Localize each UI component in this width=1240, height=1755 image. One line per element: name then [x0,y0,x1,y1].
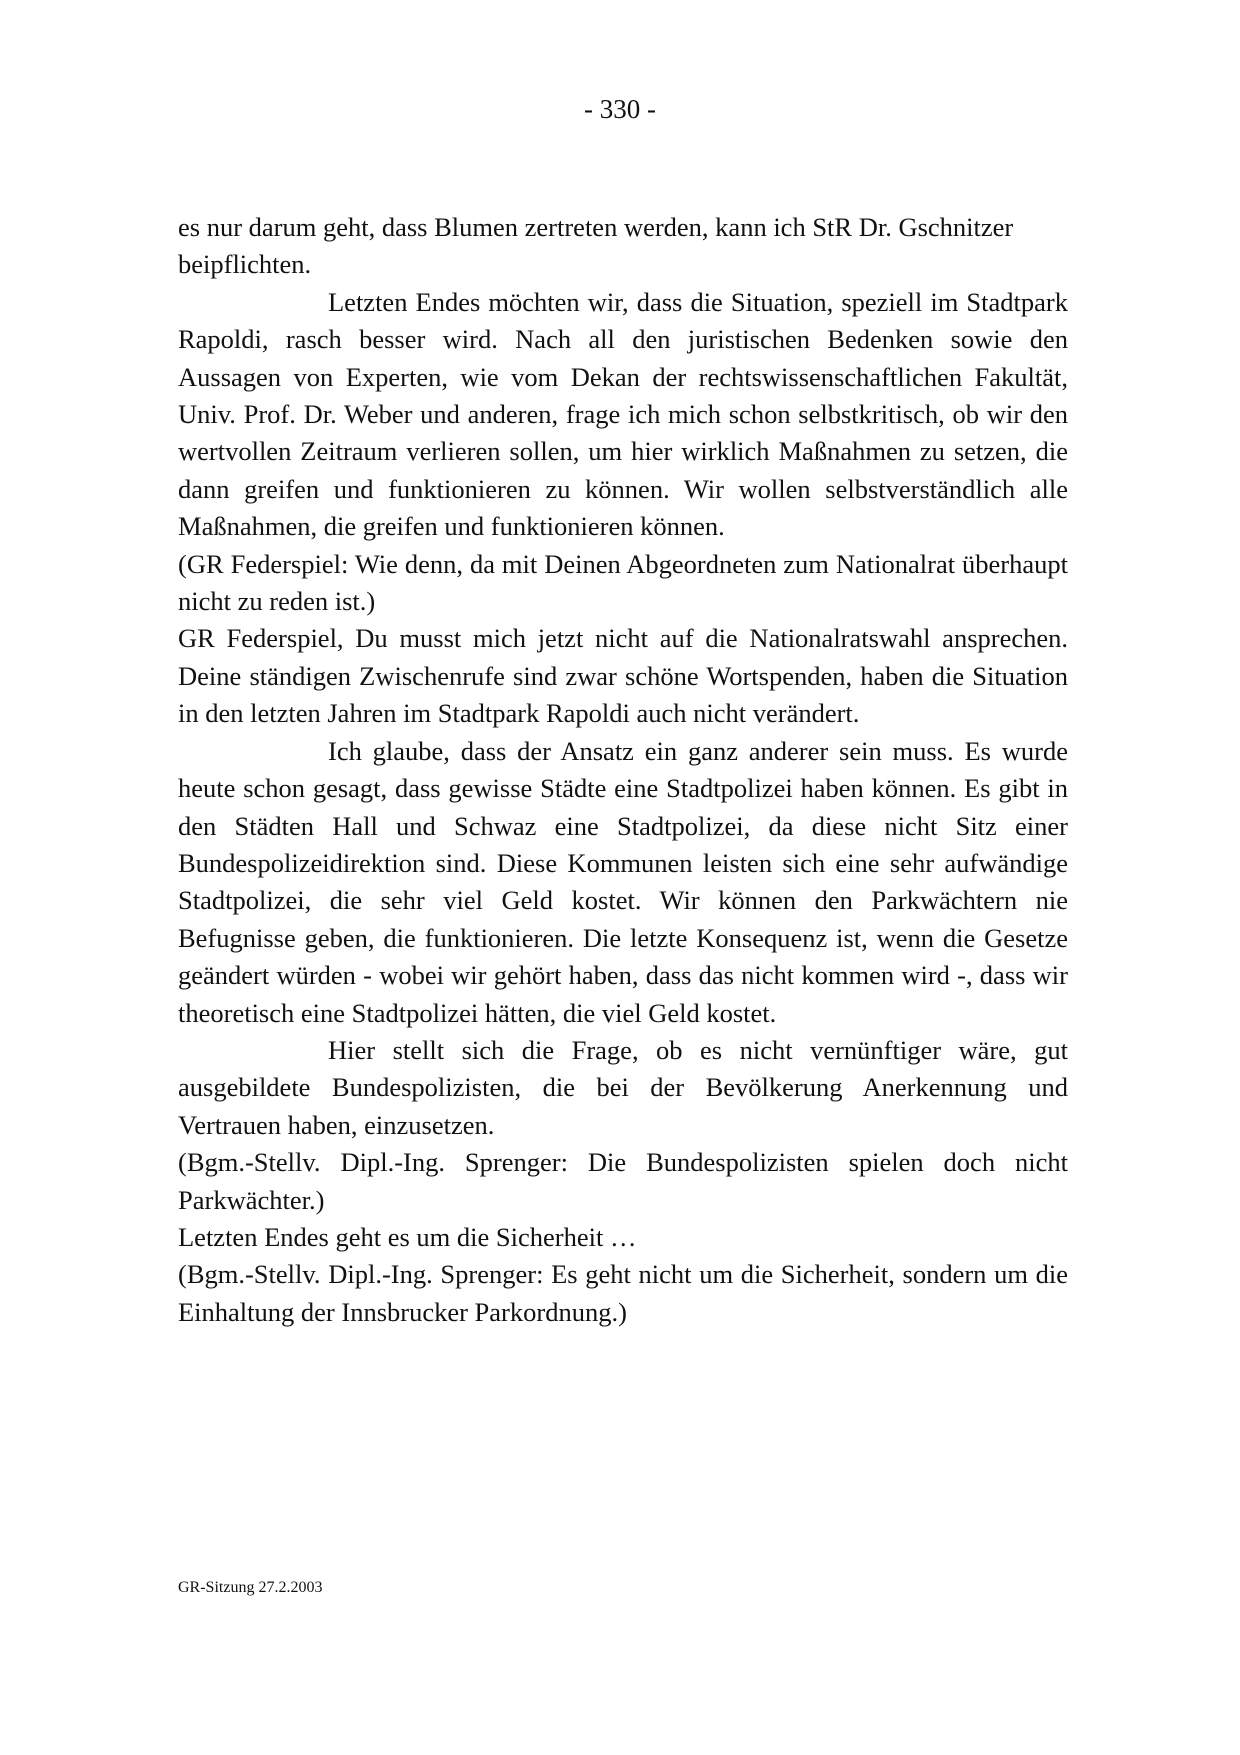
document-body [178,209,1068,1331]
paragraph-reply: GR Federspiel, Du musst mich jetzt nicht auf die Nationalratswahl ansprechen. Deine ständigen Zwischenrufe sind zwar schöne Wortspenden, haben die Situation in den letzten Jahren im Stadtpark Rapoldi auch nicht verändert. [178,623,1068,729]
page-footer: GR-Sitzung 27.2.2003 [178,1579,323,1596]
paragraph-interjection: (Bgm.-Stellv. Dipl.-Ing. Sprenger: Es geht nicht um die Sicherheit, sondern um die Einhaltung der Innsbrucker Parkordnung.) [178,1259,1068,1327]
paragraph-interjection: (Bgm.-Stellv. Dipl.-Ing. Sprenger: Die Bundespolizisten spielen doch nicht Parkwächter.) [178,1147,1068,1215]
paragraph-speech: Hier stellt sich die Frage, ob es nicht vernünftiger wäre, gut ausgebildete Bundespolizisten, die bei der Bevölkerung Anerkennung und Vertrauen haben, einzusetzen. [178,1034,1068,1140]
paragraph-interjection: (GR Federspiel: Wie denn, da mit Deinen Abgeordneten zum Nationalrat überhaupt nicht zu reden ist.) [178,548,1068,617]
paragraph-speech: Ich glaube, dass der Ansatz ein ganz anderer sein muss. Es wurde heute schon gesagt, dass gewisse Städte eine Stadtpolizei haben können. Es gibt in den Städten Hall und Schwaz eine Stadtpolizei, da diese nicht Sitz einer Bundespolizeidirektion sind. Diese Kommunen leisten sich eine sehr aufwändige Stadtpolizei, die sehr viel Geld kostet. Wir können den Parkwächtern nie Befugnisse geben, die funktionieren. Die letzte Konsequenz ist, wenn die Gesetze geändert würden - wobei wir gehört haben, dass das nicht kommen wird -, dass wir theoretisch eine Stadtpolizei hätten, die viel Geld kostet. [178,735,1068,1028]
paragraph-continuation: es nur darum geht, dass Blumen zertreten werden, kann ich StR Dr. Gschnitzer beipflichten. [178,212,1014,280]
paragraph-speech: Letzten Endes möchten wir, dass die Situation, speziell im Stadtpark Rapoldi, rasch besser wird. Nach all den juristischen Bedenken sowie den Aussagen von Experten, wie vom Dekan der rechtswissenschaftlichen Fakultät, Univ. Prof. Dr. Weber und anderen, frage ich mich schon selbstkritisch, ob wir den wertvollen Zeitraum verlieren sollen, um hier wirklich Maßnahmen zu setzen, die dann greifen und funktionieren zu können. Wir wollen selbstverständlich alle Maßnahmen, die greifen und funktionieren können. [178,286,1068,542]
page-number: - 330 - [584,94,656,124]
paragraph-reply: Letzten Endes geht es um die Sicherheit … [178,1221,637,1252]
